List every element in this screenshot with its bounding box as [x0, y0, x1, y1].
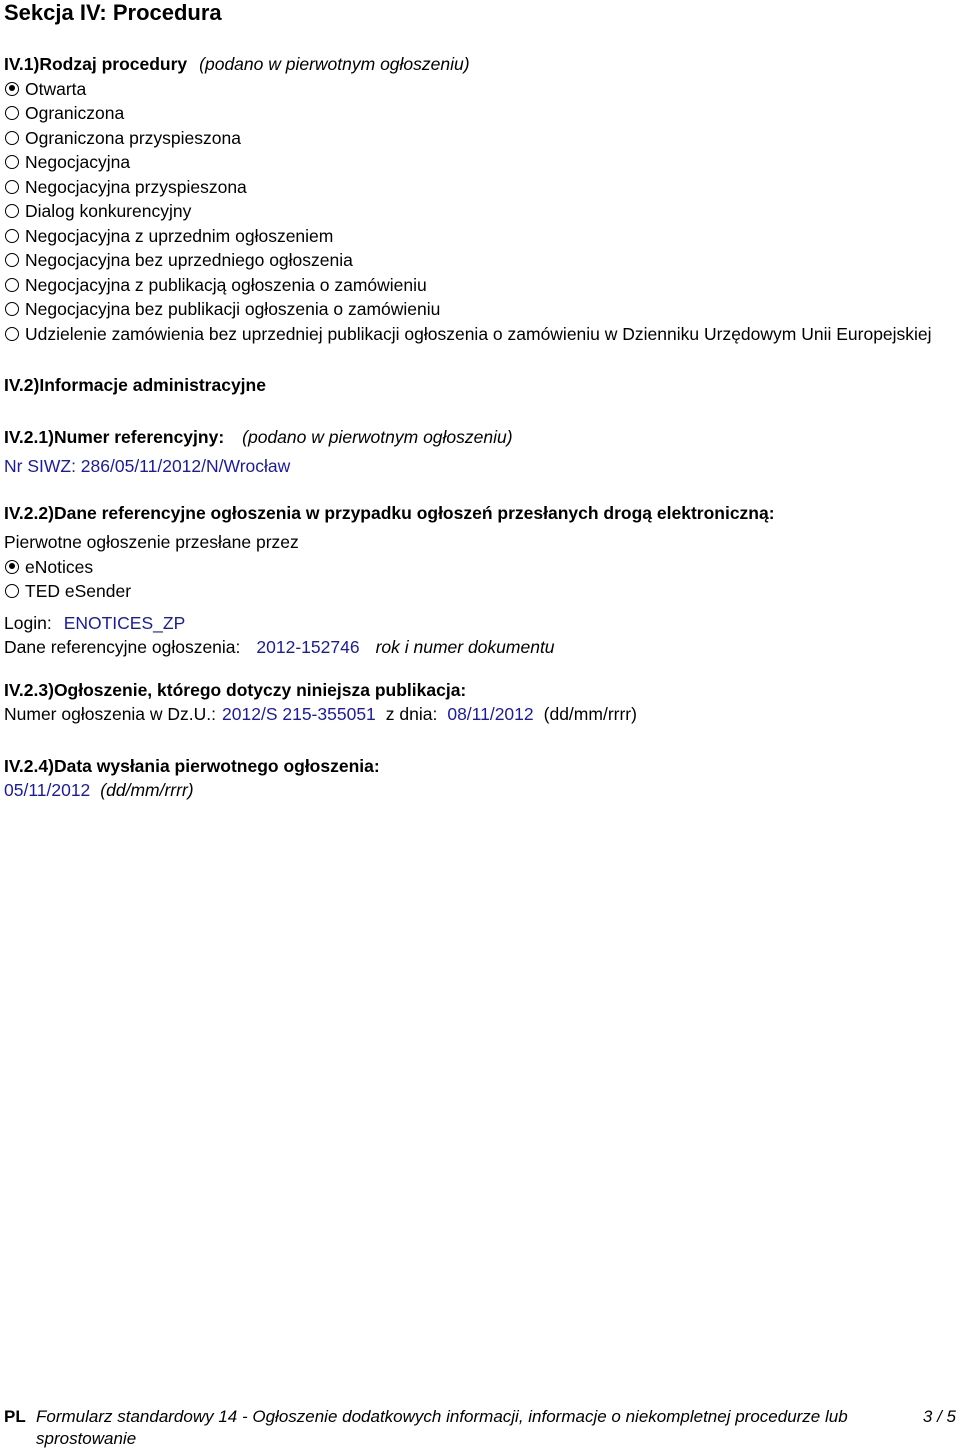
procedure-type-options [4, 77, 954, 347]
radio-unchecked-icon [5, 584, 19, 598]
radio-checked-icon [5, 82, 19, 96]
sent-via-option [4, 555, 954, 580]
procedure-type-option [4, 77, 954, 102]
sent-via-option [4, 579, 954, 604]
procedure-type-option [4, 297, 954, 322]
radio-unchecked-icon [5, 302, 19, 316]
page-footer [4, 1406, 956, 1448]
procedure-type-option-label: Otwarta [25, 78, 87, 99]
date-label: z dnia: [385, 704, 438, 724]
oj-number-value: 2012/S 215-355051 [222, 704, 376, 724]
procedure-type-option-label: Udzielenie zamówienia bez uprzedniej publikacji ogłoszenia o zamówieniu w Dzienniku Urzędowym Unii Europejskiej [25, 323, 932, 344]
notice-reference-note: rok i numer dokumentu [375, 637, 555, 657]
document-page [4, 0, 954, 803]
electronic-reference-heading: IV.2.2)Dane referencyjne ogłoszenia w przypadku ogłoszeń przesłanych drogą elektroniczną: [4, 502, 775, 523]
radio-unchecked-icon [5, 229, 19, 243]
login-value: ENOTICES_ZP [63, 612, 186, 633]
related-notice-section [4, 678, 954, 727]
radio-unchecked-icon [5, 278, 19, 292]
reference-number-section [4, 425, 954, 479]
procedure-type-option [4, 273, 954, 298]
procedure-type-option-label: Negocjacyjna przyspieszona [25, 176, 247, 197]
notice-reference-row [4, 635, 954, 660]
procedure-type-option [4, 224, 954, 249]
radio-unchecked-icon [5, 106, 19, 120]
procedure-type-heading: IV.1)Rodzaj procedury (podano w pierwotnym ogłoszeniu) [4, 54, 470, 74]
procedure-type-option-label: Ograniczona [25, 103, 125, 123]
footer-form-title: Formularz standardowy 14 - Ogłoszenie dodatkowych informacji, informacje o niekompletnej procedurze lub sprostowanie [36, 1407, 848, 1448]
procedure-type-option [4, 175, 954, 200]
reference-number-value: Nr SIWZ: 286/05/11/2012/N/Wrocław [4, 456, 291, 476]
radio-unchecked-icon [5, 253, 19, 267]
footer-page-number: 3 / 5 [922, 1407, 956, 1426]
reference-number-note: (podano w pierwotnym ogłoszeniu) [242, 426, 513, 447]
radio-unchecked-icon [5, 131, 19, 145]
procedure-type-option [4, 101, 954, 126]
sent-via-option-label: eNotices [25, 556, 94, 577]
dispatch-date-value: 05/11/2012 [4, 780, 91, 800]
radio-unchecked-icon [5, 180, 19, 194]
procedure-type-option-label: Negocjacyjna [25, 152, 131, 172]
original-dispatch-heading: IV.2.4)Data wysłania pierwotnego ogłoszenia: [4, 755, 380, 776]
procedure-type-note: (podano w pierwotnym ogłoszeniu) [199, 54, 470, 74]
radio-checked-icon [5, 560, 19, 574]
section-title: Sekcja IV: Procedura [4, 0, 222, 25]
notice-reference-label: Dane referencyjne ogłoszenia: [4, 637, 241, 657]
original-dispatch-row [4, 778, 954, 803]
sent-via-options [4, 555, 954, 604]
procedure-type-option-label: Dialog konkurencyjny [25, 201, 192, 221]
related-notice-heading: IV.2.3)Ogłoszenie, którego dotyczy niniejsza publikacja: [4, 679, 467, 700]
procedure-type-section [4, 52, 954, 346]
reference-number-heading: IV.2.1)Numer referencyjny: (podano w pierwotnym ogłoszeniu) [4, 426, 513, 447]
radio-unchecked-icon [5, 327, 19, 341]
procedure-type-option-label: Negocjacyjna bez uprzedniego ogłoszenia [25, 250, 353, 270]
date-value: 08/11/2012 [447, 704, 534, 724]
procedure-type-option-label: Negocjacyjna z publikacją ogłoszenia o zamówieniu [25, 274, 427, 295]
procedure-type-option [4, 248, 954, 273]
related-notice-row [4, 702, 954, 727]
login-row [4, 611, 954, 636]
procedure-type-option-label: Negocjacyjna bez publikacji ogłoszenia o zamówieniu [25, 299, 441, 319]
notice-reference-value: 2012-152746 [256, 637, 360, 657]
sent-via-label: Pierwotne ogłoszenie przesłane przez [4, 532, 299, 552]
radio-unchecked-icon [5, 155, 19, 169]
procedure-type-option [4, 199, 954, 224]
login-label: Login: [4, 612, 52, 633]
dispatch-date-format: (dd/mm/rrrr) [100, 780, 194, 800]
original-dispatch-section [4, 754, 954, 803]
date-format: (dd/mm/rrrr) [543, 704, 637, 724]
procedure-type-option [4, 126, 954, 151]
procedure-type-option-label: Ograniczona przyspieszona [25, 127, 241, 148]
admin-info-heading: IV.2)Informacje administracyjne [4, 375, 266, 395]
footer-language: PL [4, 1407, 26, 1426]
oj-number-label: Numer ogłoszenia w Dz.U.: [4, 704, 217, 724]
electronic-reference-section [4, 501, 954, 660]
sent-via-option-label: TED eSender [25, 581, 132, 601]
radio-unchecked-icon [5, 204, 19, 218]
procedure-type-option [4, 322, 954, 347]
procedure-type-option [4, 150, 954, 175]
procedure-type-option-label: Negocjacyjna z uprzednim ogłoszeniem [25, 225, 334, 246]
